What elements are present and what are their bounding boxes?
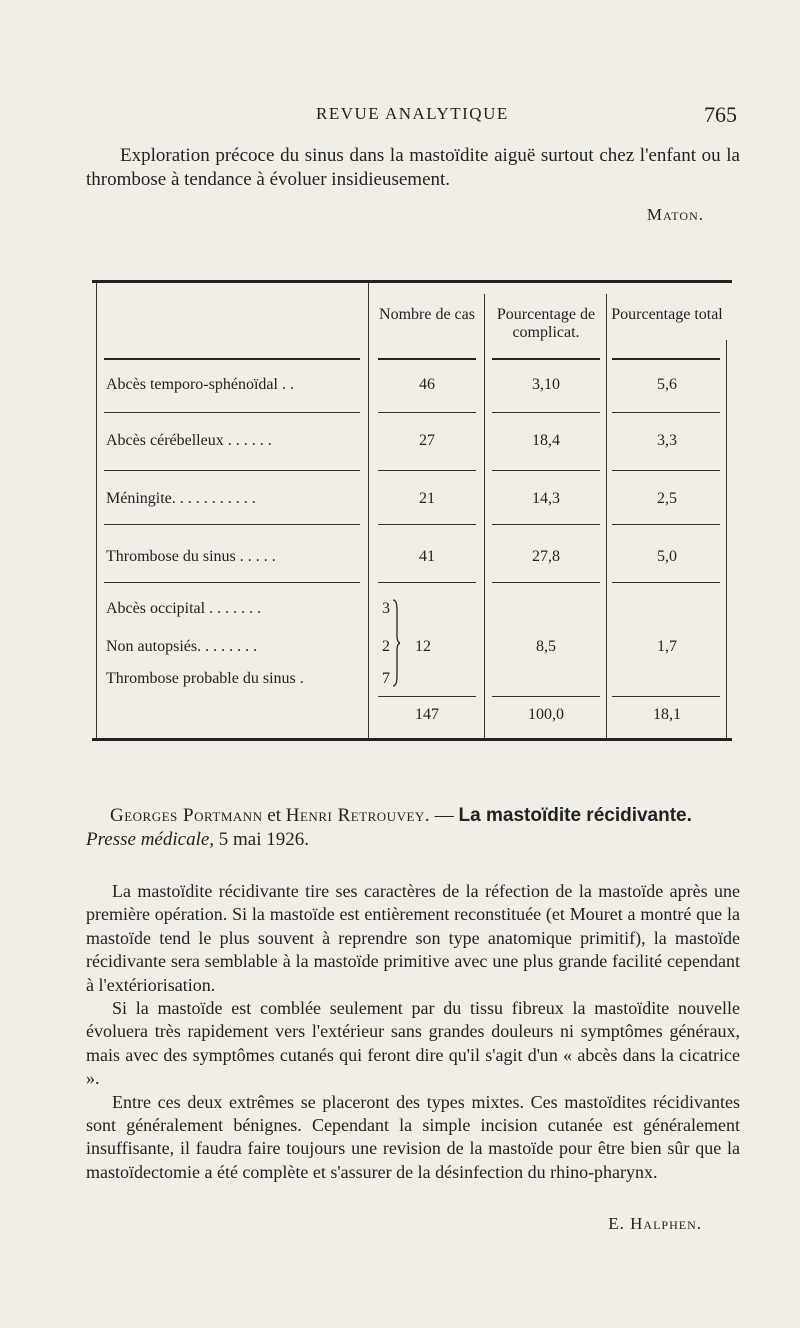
- group-cell-cases: 2: [382, 638, 390, 655]
- cell-pct-comp: 3,10: [532, 376, 560, 393]
- row-rule: [104, 470, 360, 471]
- cell-pct-comp: 14,3: [532, 490, 560, 507]
- cell-pct-total: 2,5: [657, 490, 677, 507]
- column-header-pct-comp: Pourcentage de complicat.: [496, 306, 596, 341]
- table-top-rule: [92, 280, 732, 283]
- article-date: 5 mai 1926.: [218, 829, 310, 850]
- cell-pct-total: 5,0: [657, 548, 677, 565]
- article-heading: [86, 804, 740, 852]
- row-rule: [378, 470, 476, 471]
- group-subtotal: 12: [415, 638, 431, 655]
- group-cell-cases: 3: [382, 600, 390, 617]
- row-rule: [104, 524, 360, 525]
- row-rule: [104, 358, 360, 360]
- article-source: Presse médicale,: [86, 829, 215, 850]
- page-number: 765: [704, 102, 737, 127]
- cell-pct-comp: 18,4: [532, 432, 560, 449]
- cell-cases: 41: [419, 548, 435, 565]
- row-rule: [378, 582, 476, 583]
- cell-pct-total: 5,6: [657, 376, 677, 393]
- group-pct-comp: 8,5: [536, 638, 556, 655]
- group-cell-cases: 7: [382, 670, 390, 687]
- row-rule: [612, 696, 720, 697]
- cell-cases: 21: [419, 490, 435, 507]
- running-title: REVUE ANALYTIQUE: [316, 104, 509, 123]
- row-rule: [492, 696, 600, 697]
- row-label: Thrombose du sinus . . . . .: [106, 548, 276, 565]
- table-right-border: [726, 340, 727, 738]
- column-divider: [368, 282, 369, 738]
- row-rule: [492, 582, 600, 583]
- article-body: [86, 880, 740, 1184]
- row-label: Abcès temporo-sphénoïdal . .: [106, 376, 294, 393]
- running-header: [0, 104, 800, 134]
- article-signature: E. Halphen.: [608, 1214, 702, 1233]
- cell-cases: 46: [419, 376, 435, 393]
- author-name: Henri Retrouvey.: [285, 805, 431, 826]
- row-rule: [612, 412, 720, 413]
- column-divider: [484, 294, 485, 738]
- group-row-label: Abcès occipital . . . . . . .: [106, 600, 262, 617]
- row-rule: [378, 696, 476, 697]
- row-label: Abcès cérébelleux . . . . . .: [106, 432, 272, 449]
- curly-brace-icon: [392, 598, 400, 688]
- column-header-pct-total: Pourcentage total: [611, 306, 723, 323]
- total-pct-comp: 100,0: [528, 706, 564, 723]
- row-rule: [378, 358, 476, 360]
- cell-pct-comp: 27,8: [532, 548, 560, 565]
- row-rule: [612, 524, 720, 525]
- conjunction: et: [267, 805, 282, 826]
- row-rule: [378, 524, 476, 525]
- row-rule: [492, 358, 600, 360]
- row-rule: [612, 470, 720, 471]
- article-title: La mastoïdite récidivante.: [458, 805, 692, 826]
- total-cases: 147: [415, 706, 439, 723]
- column-divider: [606, 294, 607, 738]
- row-label: Méningite. . . . . . . . . . .: [106, 490, 256, 507]
- row-rule: [104, 412, 360, 413]
- intro-paragraph: [86, 144, 740, 192]
- column-header-cases: Nombre de cas: [379, 306, 475, 323]
- table-bottom-rule: [92, 738, 732, 741]
- dash: —: [434, 805, 454, 826]
- table-left-border: [96, 282, 97, 738]
- row-rule: [492, 470, 600, 471]
- row-rule: [612, 582, 720, 583]
- paragraph: Entre ces deux extrêmes se placeront des types mixtes. Ces mastoïdites récidivantes sont généralement bénignes. Cependant la simple incision cutanée est généralement insuffisante, il faudra faire toujours une revision de la mastoïde pour être bien sûr que la mastoïdectomie a été complète et s'assurer de la désinfection du rhino-pharynx.: [86, 1091, 740, 1182]
- intro-text: Exploration précoce du sinus dans la mastoïdite aiguë surtout chez l'enfant ou la thrombose à tendance à évoluer insidieusement.: [86, 145, 740, 190]
- paragraph: La mastoïdite récidivante tire ses caractères de la réfection de la mastoïde après une première opération. Si la mastoïde est entièrement reconstituée (et Mouret a montré que la mastoïde tend le plus souvent à reprendre son type anatomique primitif), la mastoïde récidivante sera semblable à la mastoïde primitive avec une plus grande facilité cependant à l'extériorisation.: [86, 881, 740, 995]
- row-rule: [104, 582, 360, 583]
- statistics-table: [92, 280, 732, 746]
- group-row-label: Non autopsiés. . . . . . . .: [106, 638, 258, 655]
- row-rule: [378, 412, 476, 413]
- author-name: Georges Portmann: [110, 805, 263, 826]
- cell-cases: 27: [419, 432, 435, 449]
- group-row-label: Thrombose probable du sinus .: [106, 670, 304, 687]
- group-pct-total: 1,7: [657, 638, 677, 655]
- cell-pct-total: 3,3: [657, 432, 677, 449]
- intro-signature: Maton.: [646, 205, 704, 224]
- total-pct-total: 18,1: [653, 706, 681, 723]
- paragraph: Si la mastoïde est comblée seulement par du tissu fibreux la mastoïdite nouvelle évoluera très rapidement vers l'extérieur sans grandes douleurs ni symptômes généraux, mais avec des symptômes cutanés qui feront dire qu'il s'agit d'un « abcès dans la cicatrice ».: [86, 998, 740, 1089]
- row-rule: [612, 358, 720, 360]
- row-rule: [492, 524, 600, 525]
- row-rule: [492, 412, 600, 413]
